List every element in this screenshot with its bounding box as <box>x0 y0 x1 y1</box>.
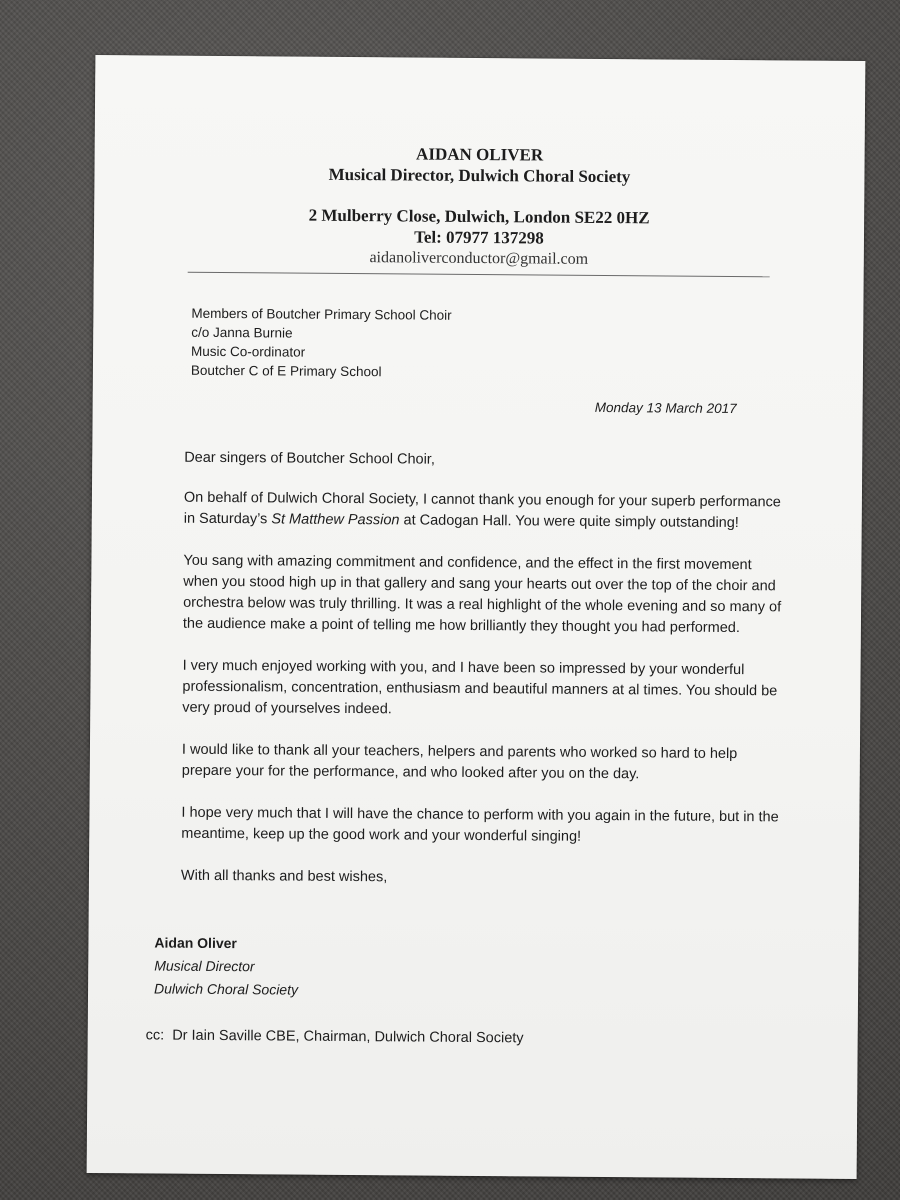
letterhead-tel: Tel: 07977 137298 <box>414 227 544 248</box>
paragraph-3: I very much enjoyed working with you, and I have been so impressed by your wonderful professionalism, concentration, enthusiasm and beautiful manners at al times. You should be very proud of yourselves indeed. <box>182 657 778 718</box>
recipient-line: Boutcher C of E Primary School <box>190 362 382 380</box>
letter-body <box>181 448 785 913</box>
closing: With all thanks and best wishes, <box>180 867 388 886</box>
cc-label: cc: <box>145 1027 165 1044</box>
work-title: St Matthew Passion <box>271 511 400 529</box>
letterhead-name: AIDAN OLIVER <box>416 144 544 165</box>
letterhead-address: 2 Mulberry Close, Dulwich, London SE22 0HZ <box>308 205 650 228</box>
paragraph-5: I hope very much that I will have the chance to perform with you again in the future, but in the meantime, keep up the good work and your wonderful singing! <box>181 804 779 845</box>
signature-role: Musical Director <box>154 957 255 975</box>
paragraph-1-end: at Cadogan Hall. You were quite simply outstanding! <box>399 512 739 532</box>
letterhead-email: aidanoliverconductor@gmail.com <box>369 249 589 268</box>
signature-name: Aidan Oliver <box>154 934 237 952</box>
paragraph-2: You sang with amazing commitment and confidence, and the effect in the first movement when you stood high up in that gallery and sang your hearts out over the top of the choir and orchestra below was truly thrilling. It was a real highlight of the whole evening and so many of the audience make a point of telling me how brilliantly they thought you had performed. <box>182 552 782 637</box>
paragraph-1-start: On behalf of Dulwich Choral Society, I cannot thank you enough for your superb performance in Saturday’s <box>183 489 781 528</box>
recipient-line: Music Co-ordinator <box>191 343 306 360</box>
signature-organisation: Dulwich Choral Society <box>154 980 299 998</box>
cc-recipient: Dr Iain Saville CBE, Chairman, Dulwich Choral Society <box>172 1027 524 1047</box>
cc-line <box>146 1027 524 1046</box>
recipient-line: Members of Boutcher Primary School Choir <box>191 305 452 323</box>
letterhead-title: Musical Director, Dulwich Choral Society <box>328 164 631 187</box>
letterhead-divider <box>188 272 770 278</box>
letter-date: Monday 13 March 2017 <box>594 399 737 417</box>
paragraph-4: I would like to thank all your teachers, helpers and parents who worked so hard to help prepare your for the performance, and who looked after you on the day. <box>181 741 738 783</box>
signature-block <box>154 931 298 1001</box>
paragraph-1 <box>184 488 784 535</box>
letterhead <box>94 141 865 273</box>
letter-sheet <box>87 55 866 1179</box>
salutation: Dear singers of Boutcher School Choir, <box>184 449 435 468</box>
recipient-line: c/o Janna Burnie <box>191 324 293 341</box>
recipient-address <box>191 304 452 382</box>
